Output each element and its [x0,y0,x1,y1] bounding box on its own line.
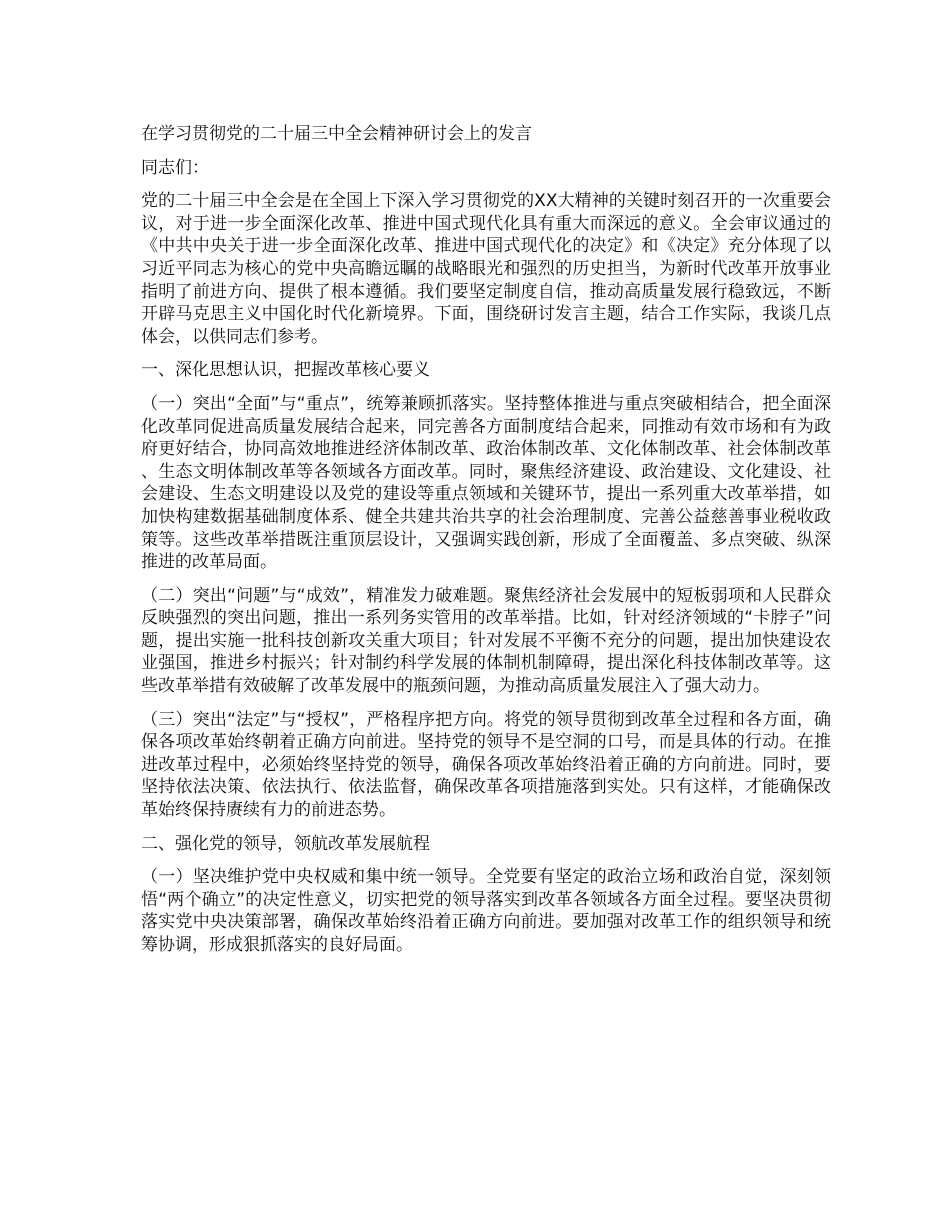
body-paragraph: （一）坚决维护党中央权威和集中统一领导。全党要有坚定的政治立场和政治自觉，深刻领悟“两个确立”的决定性意义，切实把党的领导落实到改革各领域各方面全过程。要坚决贯彻落实党中央决策部署，确保改革始终沿着正确方向前进。要加强对改革工作的组织领导和统筹协调，形成狠抓落实的良好局面。 [141,867,831,955]
section-heading-2: 二、强化党的领导，领航改革发展航程 [141,833,430,854]
salutation: 同志们： [141,157,209,178]
body-paragraph: （一）突出“全面”与“重点”，统筹兼顾抓落实。坚持整体推进与重点突破相结合，把全面深化改革同促进高质量发展结合起来，同完善各方面制度结合起来，同推动有效市场和有为政府更好结合，协同高效地推进经济体制改革、政治体制改革、文化体制改革、社会体制改革、生态文明体制改革等各领域各方面改革。同时，聚焦经济建设、政治建设、文化建设、社会建设、生态文明建设以及党的建设等重点领域和关键环节，提出一系列重大改革举措，如加快构建数据基础制度体系、健全共建共治共享的社会治理制度、完善公益慈善事业税收政策等。这些改革举措既注重顶层设计，又强调实践创新，形成了全面覆盖、多点突破、纵深推进的改革局面。 [141,393,831,573]
section-heading-1: 一、深化思想认识，把握改革核心要义 [141,360,430,381]
intro-paragraph: 党的二十届三中全会是在全国上下深入学习贯彻党的XX大精神的关键时刻召开的一次重要会议，对于进一步全面深化改革、推进中国式现代化具有重大而深远的意义。全会审议通过的《中共中央关于进一步全面深化改革、推进中国式现代化的决定》和《决定》充分体现了以习近平同志为核心的党中央高瞻远瞩的战略眼光和强烈的历史担当，为新时代改革开放事业指明了前进方向、提供了根本遵循。我们要坚定制度自信，推动高质量发展行稳致远，不断开辟马克思主义中国化时代化新境界。下面，围绕研讨发言主题，结合工作实际，我谈几点体会，以供同志们参考。 [141,191,831,347]
body-paragraph: （二）突出“问题”与“成效”，精准发力破难题。聚焦经济社会发展中的短板弱项和人民群众反映强烈的突出问题，推出一系列务实管用的改革举措。比如，针对经济领域的“卡脖子”问题，提出实施一批科技创新攻关重大项目；针对发展不平衡不充分的问题，提出加快建设农业强国，推进乡村振兴；针对制约科学发展的体制机制障碍，提出深化科技体制改革等。这些改革举措有效破解了改革发展中的瓶颈问题，为推动高质量发展注入了强大动力。 [141,585,831,697]
document-title: 在学习贯彻党的二十届三中全会精神研讨会上的发言 [141,124,532,144]
body-paragraph: （三）突出“法定”与“授权”，严格程序把方向。将党的领导贯彻到改革全过程和各方面，确保各项改革始终朝着正确方向前进。坚持党的领导不是空洞的口号，而是具体的行动。在推进改革过程中，必须始终坚持党的领导，确保各项改革始终沿着正确的方向前进。同时，要坚持依法决策、依法执行、依法监督，确保改革各项措施落到实处。只有这样，才能确保改革始终保持赓续有力的前进态势。 [141,709,831,821]
document-body [141,123,831,968]
